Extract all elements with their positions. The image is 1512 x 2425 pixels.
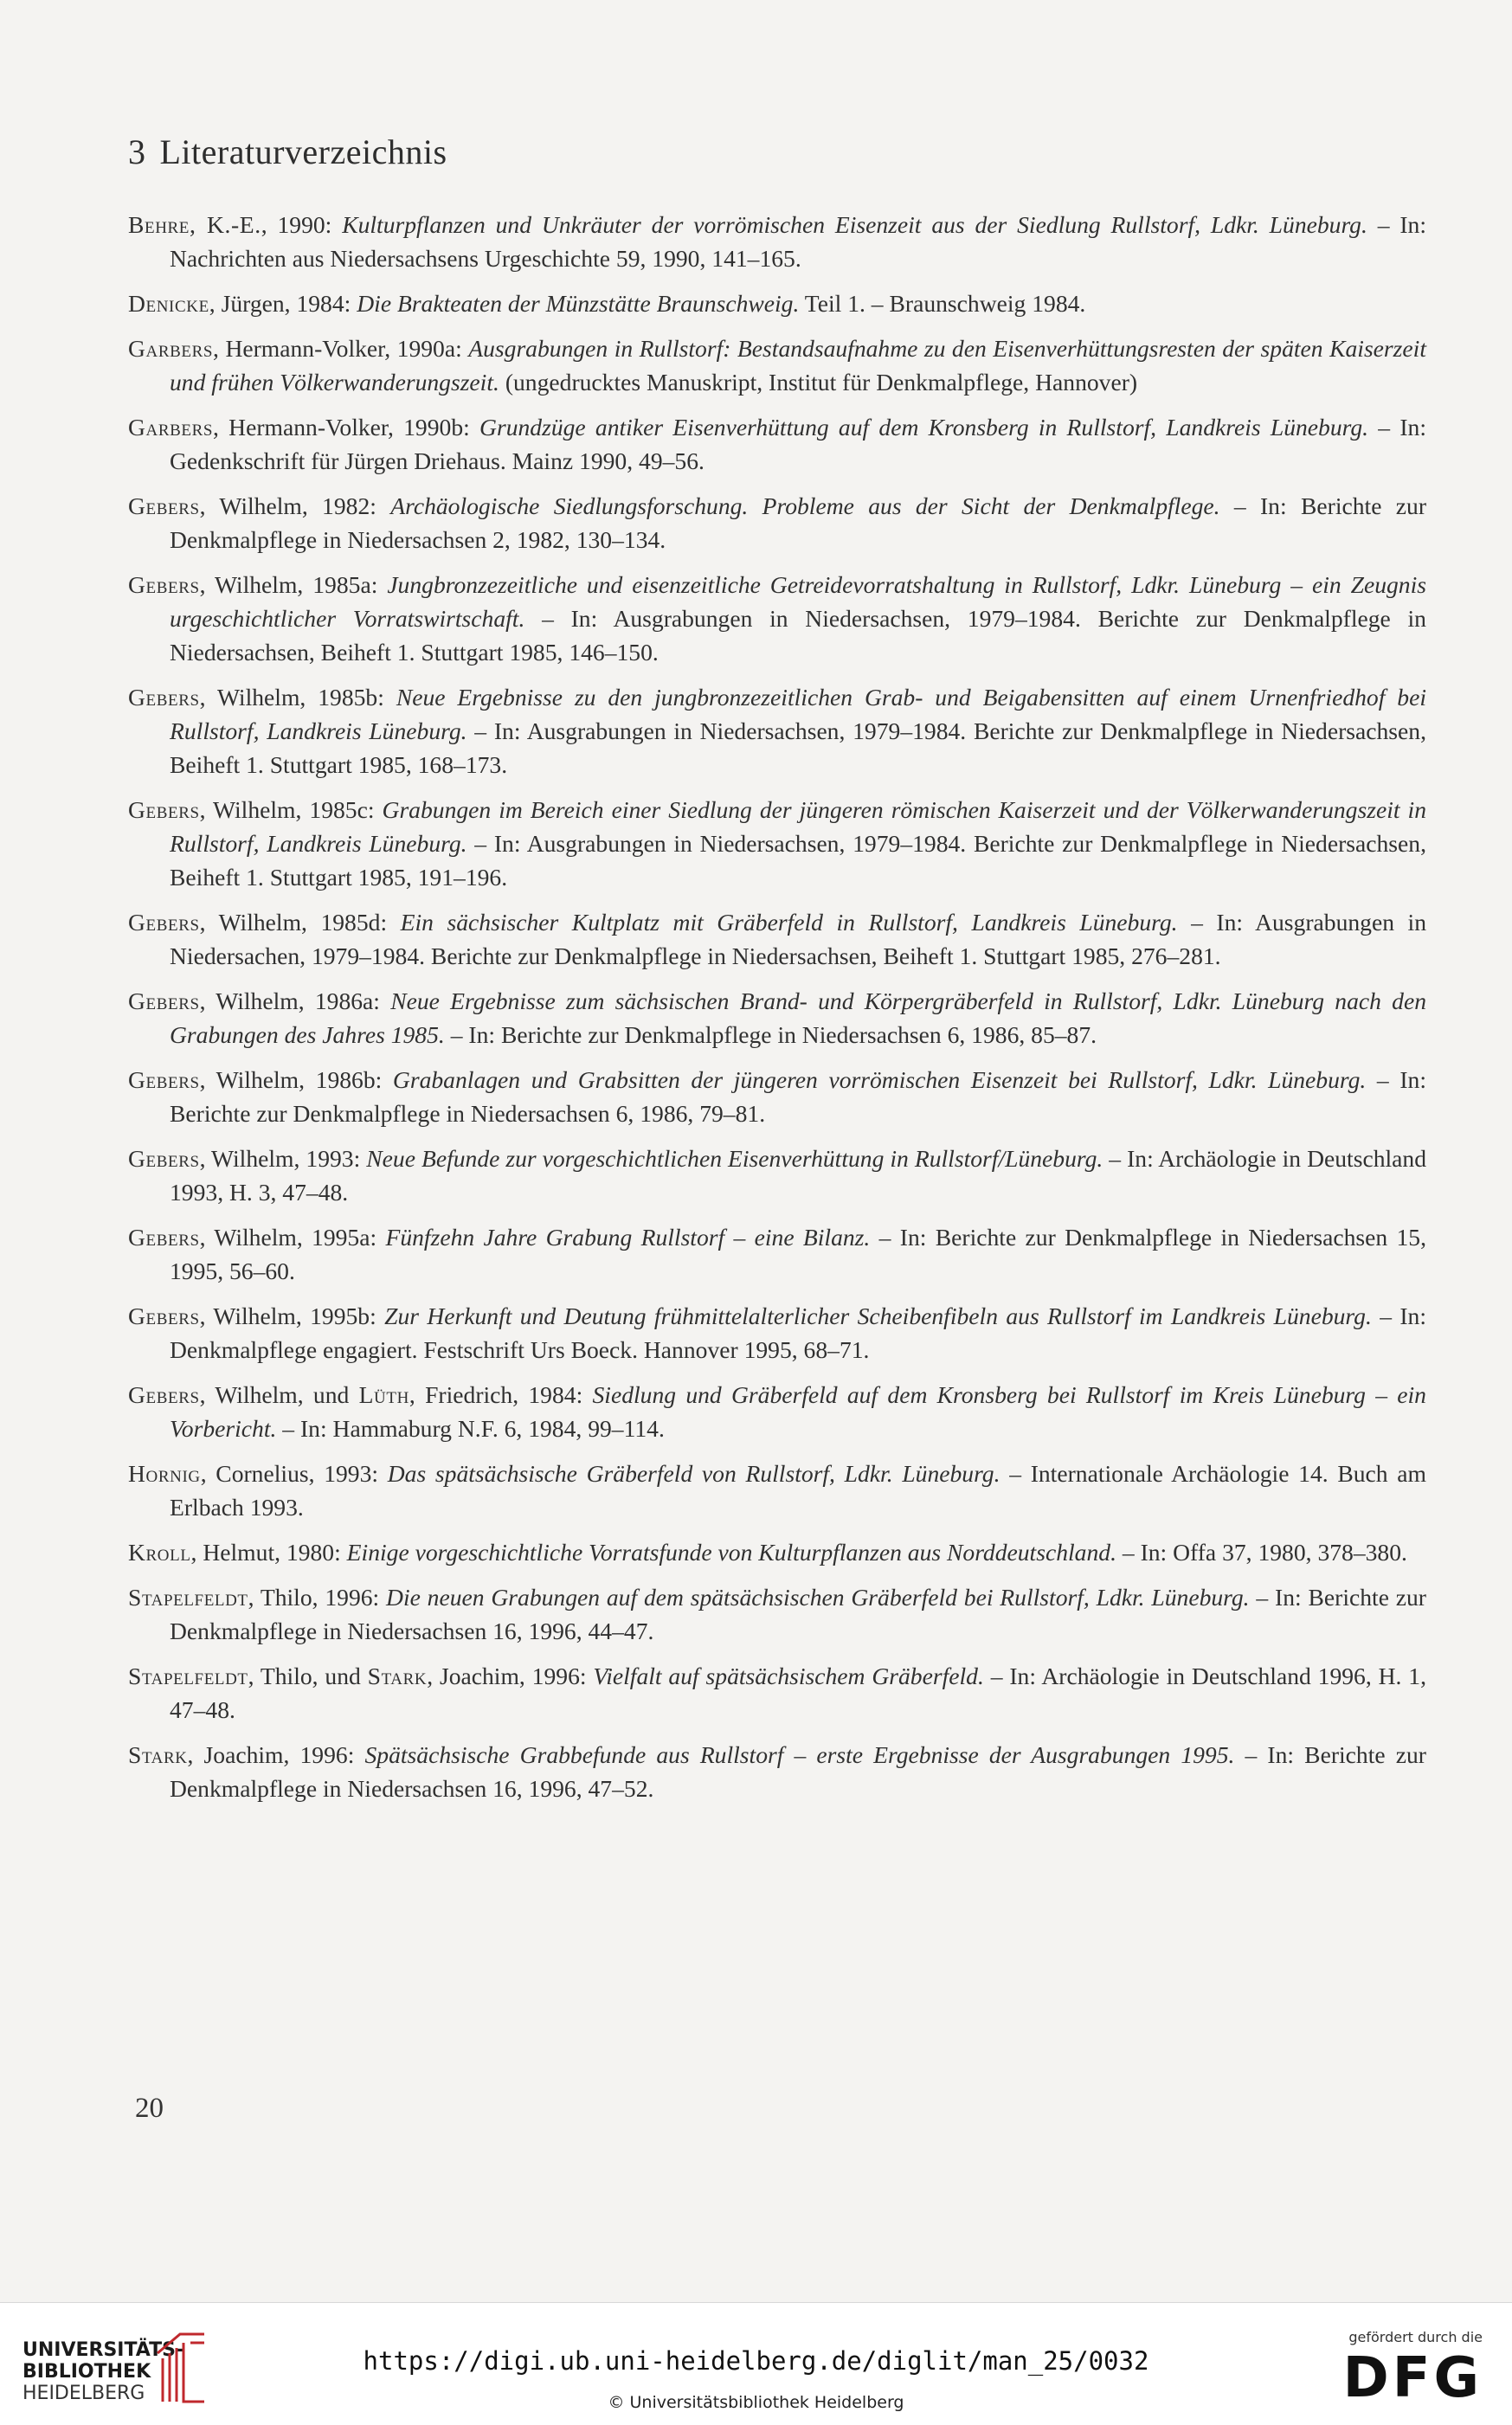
entry-author: Stapelfeldt <box>128 1663 248 1689</box>
bibliography-entry <box>128 410 1426 478</box>
bibliography-entry <box>128 1580 1426 1648</box>
entry-title: Ein sächsischer Kultplatz mit Gräberfeld in Rullstorf, Landkreis Lüneburg. <box>400 909 1178 936</box>
bibliography-entry <box>128 1142 1426 1209</box>
entry-publication: – In: Berichte zur Denkmalpflege in Niedersachsen 15, 1995, 56–60. <box>170 1224 1426 1284</box>
entry-title: Die neuen Grabungen auf dem spätsächsischen Gräberfeld bei Rullstorf, Ldkr. Lüneburg. <box>386 1584 1250 1611</box>
entry-author: Gebers <box>128 684 200 711</box>
page-number: 20 <box>135 2093 164 2124</box>
entry-details: , Wilhelm, und <box>199 1381 359 1408</box>
entry-details: , Thilo, und <box>248 1663 368 1689</box>
entry-details: , Wilhelm, 1985d: <box>199 909 401 936</box>
entry-publication: – In: Berichte zur Denkmalpflege in Niedersachsen 16, 1996, 47–52. <box>170 1741 1426 1802</box>
entry-title: Spätsächsische Grabbefunde aus Rullstorf – erste Ergebnisse der Ausgrabungen 1995. <box>364 1741 1235 1768</box>
entry-publication: – In: Ausgrabungen in Niedersachen, 1979–1984. Berichte zur Denkmalpflege in Niedersachsen, Beiheft 1. Stuttgart 1985, 276–281. <box>170 909 1427 969</box>
permalink-url[interactable]: https://digi.ub.uni-heidelberg.de/diglit/man_25/0032 <box>363 2346 1149 2376</box>
entry-publication: – In: Offa 37, 1980, 378–380. <box>1116 1539 1407 1566</box>
bibliography-entry <box>128 1378 1426 1445</box>
entry-title: Grabanlagen und Grabsitten der jüngeren vorrömischen Eisenzeit bei Rullstorf, Ldkr. Lüneburg. <box>392 1066 1367 1093</box>
entry-author: Gebers <box>128 1381 200 1408</box>
bibliography-entry <box>128 905 1426 973</box>
entry-title: Neue Ergebnisse zu den jungbronzezeitlichen Grab- und Beigabensitten auf einem Urnenfriedhof bei Rullstorf, Landkreis Lüneburg. <box>170 684 1427 744</box>
bibliography-entry <box>128 1738 1426 1805</box>
bibliography-entry <box>128 793 1426 894</box>
entry-details: , Joachim, 1996: <box>187 1741 365 1768</box>
entry-author: Gebers <box>128 571 200 598</box>
entry-author: Behre, K.-E. <box>128 211 261 238</box>
entry-details: , Friedrich, 1984: <box>409 1381 593 1408</box>
entry-publication: – In: Archäologie in Deutschland 1993, H. 3, 47–48. <box>170 1145 1426 1206</box>
entry-author: Gebers <box>128 1224 200 1251</box>
bibliography-entry <box>128 984 1426 1052</box>
entry-author: Hornig <box>128 1460 201 1487</box>
entry-details: , Wilhelm, 1982: <box>199 492 391 519</box>
entry-publication: – In: Gedenkschrift für Jürgen Driehaus. Mainz 1990, 49–56. <box>170 414 1426 474</box>
entry-author: Gebers <box>128 1303 200 1329</box>
entry-publication: – In: Denkmalpflege engagiert. Festschrift Urs Boeck. Hannover 1995, 68–71. <box>170 1303 1426 1363</box>
entry-details: , Wilhelm, 1985c: <box>199 796 383 823</box>
bibliography-entry <box>128 489 1426 556</box>
library-name-line2: BIBLIOTHEK <box>23 2361 151 2383</box>
entry-title: Grundzüge antiker Eisenverhüttung auf dem Kronsberg in Rullstorf, Landkreis Lüneburg. <box>479 414 1369 441</box>
bibliography-entry <box>128 208 1426 275</box>
entry-title: Zur Herkunft und Deutung frühmittelalterlicher Scheibenfibeln aus Rullstorf im Landkreis Lüneburg. <box>384 1303 1372 1329</box>
entry-author: Gebers <box>128 1066 200 1093</box>
bibliography-entry <box>128 1299 1426 1367</box>
entry-details: , Jürgen, 1984: <box>209 290 357 317</box>
entry-title: Die Brakteaten der Münzstätte Braunschweig. <box>357 290 800 317</box>
bibliography-entry <box>128 286 1426 320</box>
entry-coauthor: Lüth <box>358 1381 409 1408</box>
entry-details: , Thilo, 1996: <box>248 1584 387 1611</box>
entry-author: Gebers <box>128 796 200 823</box>
entry-author: Gebers <box>128 909 200 936</box>
entry-publication: – In: Berichte zur Denkmalpflege in Niedersachsen 2, 1982, 130–134. <box>170 492 1427 553</box>
entry-details: , Wilhelm, 1993: <box>199 1145 367 1172</box>
entry-author: Kroll <box>128 1539 191 1566</box>
entry-details: , Wilhelm, 1986a: <box>199 987 391 1014</box>
library-name-line1: UNIVERSITÄTS- <box>23 2339 184 2361</box>
entry-author: Gebers <box>128 1145 200 1172</box>
bibliography-entry <box>128 568 1426 669</box>
section-number: 3 <box>128 132 146 171</box>
entry-title: Archäologische Siedlungsforschung. Probleme aus der Sicht der Denkmalpflege. <box>390 492 1220 519</box>
bibliography-entry <box>128 680 1426 782</box>
section-heading <box>128 132 447 172</box>
entry-author: Gebers <box>128 492 200 519</box>
entry-title: Das spätsächsische Gräberfeld von Rullstorf, Ldkr. Lüneburg. <box>387 1460 1000 1487</box>
entry-author: Gebers <box>128 987 200 1014</box>
entry-coauthor: Stark <box>367 1663 428 1689</box>
bibliography-entry <box>128 1535 1426 1569</box>
entry-details: , 1990: <box>261 211 343 238</box>
entry-details: , Hermann-Volker, 1990a: <box>213 335 469 362</box>
entry-details: , Wilhelm, 1985a: <box>199 571 388 598</box>
section-title: Literaturverzeichnis <box>159 132 447 171</box>
entry-publication: – In: Berichte zur Denkmalpflege in Niedersachsen 16, 1996, 44–47. <box>170 1584 1426 1644</box>
entry-title: Jungbronzezeitliche und eisenzeitliche Getreidevorratshaltung in Rullstorf, Ldkr. Lüneburg – ein Zeugnis urgeschichtlicher Vorratswirtschaft. <box>170 571 1426 632</box>
entry-title: Grabungen im Bereich einer Siedlung der jüngeren römischen Kaiserzeit und der Völkerwanderungszeit in Rullstorf, Landkreis Lüneburg. <box>170 796 1426 857</box>
copyright-notice: © Universitätsbibliothek Heidelberg <box>608 2393 904 2412</box>
entry-publication: (ungedrucktes Manuskript, Institut für Denkmalpflege, Hannover) <box>499 369 1138 396</box>
entry-details: , Wilhelm, 1995a: <box>199 1224 386 1251</box>
bibliography-entry <box>128 1457 1426 1524</box>
entry-title: Siedlung und Gräberfeld auf dem Kronsberg bei Rullstorf im Kreis Lüneburg – ein Vorbericht. <box>170 1381 1426 1442</box>
entry-author: Garbers <box>128 414 214 441</box>
entry-publication: – In: Berichte zur Denkmalpflege in Niedersachsen 6, 1986, 85–87. <box>444 1021 1097 1048</box>
entry-title: Ausgrabungen in Rullstorf: Bestandsaufnahme zu den Eisenverhüttungsresten der späten Kaiserzeit und frühen Völkerwanderungszeit. <box>170 335 1426 396</box>
entry-details: , Wilhelm, 1995b: <box>199 1303 385 1329</box>
bibliography-list <box>128 208 1426 1817</box>
entry-details: , Wilhelm, 1985b: <box>199 684 396 711</box>
entry-title: Fünfzehn Jahre Grabung Rullstorf – eine Bilanz. <box>385 1224 871 1251</box>
dfg-logo: DFG <box>1342 2346 1483 2410</box>
entry-publication: – In: Ausgrabungen in Niedersachsen, 1979–1984. Berichte zur Denkmalpflege in Niedersachsen, Beiheft 1. Stuttgart 1985, 191–196. <box>170 830 1426 891</box>
entry-publication: – In: Ausgrabungen in Niedersachsen, 1979–1984. Berichte zur Denkmalpflege in Niedersachsen, Beiheft 1. Stuttgart 1985, 146–150. <box>170 605 1426 666</box>
bibliography-entry <box>128 1659 1426 1727</box>
entry-author: Stark <box>128 1741 188 1768</box>
entry-title: Vielfalt auf spätsächsischem Gräberfeld. <box>593 1663 984 1689</box>
library-name-line3: HEIDELBERG <box>23 2383 145 2404</box>
viewer-footer <box>0 2302 1512 2425</box>
entry-publication: – In: Berichte zur Denkmalpflege in Niedersachsen 6, 1986, 79–81. <box>170 1066 1426 1127</box>
entry-publication: – In: Hammaburg N.F. 6, 1984, 99–114. <box>276 1415 665 1442</box>
entry-details: , Cornelius, 1993: <box>200 1460 388 1487</box>
entry-publication: – In: Ausgrabungen in Niedersachsen, 1979–1984. Berichte zur Denkmalpflege in Niedersachsen, Beiheft 1. Stuttgart 1985, 168–173. <box>170 717 1426 778</box>
entry-publication: – In: Nachrichten aus Niedersachsens Urgeschichte 59, 1990, 141–165. <box>170 211 1427 272</box>
entry-author: Stapelfeldt <box>128 1584 248 1611</box>
entry-details: , Hermann-Volker, 1990b: <box>213 414 480 441</box>
bibliography-entry <box>128 1220 1426 1288</box>
funded-by-label: gefördert durch die <box>1348 2329 1483 2345</box>
entry-author: Garbers <box>128 335 214 362</box>
entry-title: Einige vorgeschichtliche Vorratsfunde von Kulturpflanzen aus Norddeutschland. <box>346 1539 1116 1566</box>
bibliography-entry <box>128 331 1426 399</box>
entry-details: , Helmut, 1980: <box>190 1539 347 1566</box>
entry-publication: Teil 1. – Braunschweig 1984. <box>799 290 1086 317</box>
entry-publication: – In: Archäologie in Deutschland 1996, H. 1, 47–48. <box>170 1663 1426 1723</box>
entry-title: Neue Ergebnisse zum sächsischen Brand- und Körpergräberfeld in Rullstorf, Ldkr. Lüneburg nach den Grabungen des Jahres 1985. <box>170 987 1426 1048</box>
entry-title: Neue Befunde zur vorgeschichtlichen Eisenverhüttung in Rullstorf/Lüneburg. <box>366 1145 1103 1172</box>
entry-details: , Joachim, 1996: <box>427 1663 594 1689</box>
entry-publication: – Internationale Archäologie 14. Buch am Erlbach 1993. <box>170 1460 1427 1521</box>
bibliography-entry <box>128 1063 1426 1130</box>
entry-title: Kulturpflanzen und Unkräuter der vorrömischen Eisenzeit aus der Siedlung Rullstorf, Ldkr. Lüneburg. <box>342 211 1367 238</box>
entry-details: , Wilhelm, 1986b: <box>199 1066 393 1093</box>
entry-author: Denicke <box>128 290 209 317</box>
